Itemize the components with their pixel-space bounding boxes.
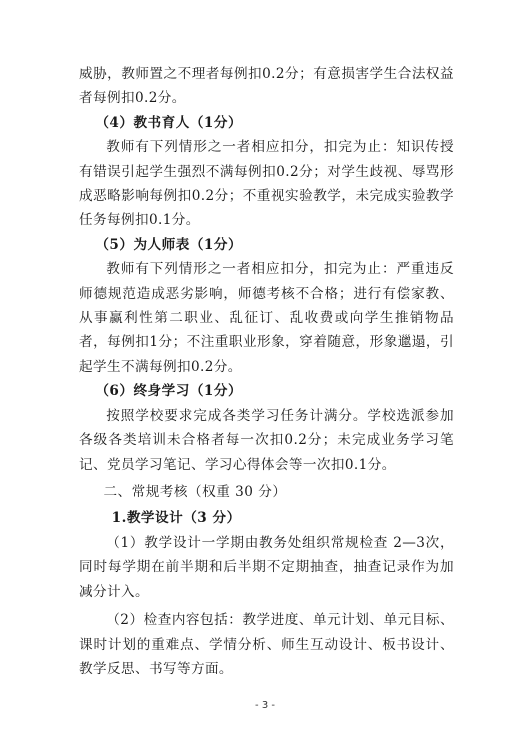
paragraph-role-model: 教师有下列情形之一者相应扣分，扣完为止：严重违反师德规范造成恶劣影响，师德考核不合格；进行有偿家教、从事赢利性第二职业、乱征订、乱收费或向学生推销物品者，每例扣1分；不注重职业形象，穿着随意，形象邋遢，引起学生不满每例扣0.2分。 xyxy=(79,261,454,375)
section-heading-routine-assessment: 二、常规考核（权重 30 分） xyxy=(103,483,287,500)
page-number: - 3 - xyxy=(255,700,275,711)
heading-teaching-educating: （4）教书育人（1分） xyxy=(95,114,243,131)
paragraph-design-check: （1）教学设计一学期由教务处组织常规检查 2—3次，同时每学期在前半期和后半期不定期抽查，抽查记录作为加减分计入。 xyxy=(79,534,454,600)
heading-lifelong-learning: （6）终身学习（1分） xyxy=(95,383,243,400)
page-body xyxy=(79,62,454,681)
paragraph-continuation: 威胁，教师置之不理者每例扣0.2分；有意损害学生合法权益者每例扣0.2分。 xyxy=(79,66,454,107)
heading-role-model: （5）为人师表（1分） xyxy=(95,236,243,253)
paragraph-lifelong-learning: 按照学校要求完成各类学习任务计满分。学校选派参加各级各类培训未合格者每一次扣0.2分；未完成业务学习笔记、党员学习笔记、学习心得体会等一次扣0.1分。 xyxy=(79,407,454,473)
paragraph-teaching-educating: 教师有下列情形之一者相应扣分，扣完为止：知识传授有错误引起学生强烈不满每例扣0.2分；对学生歧视、辱骂形成恶略影响每例扣0.2分；不重视实验教学，未完成实验教学任务每例扣0.1分。 xyxy=(79,139,454,229)
paragraph-design-content: （2）检查内容包括：教学进度、单元计划、单元目标、课时计划的重难点、学情分析、师生互动设计、板书设计、教学反思、书写等方面。 xyxy=(79,612,454,677)
subheading-teaching-design: 1.教学设计（3 分） xyxy=(111,509,241,526)
